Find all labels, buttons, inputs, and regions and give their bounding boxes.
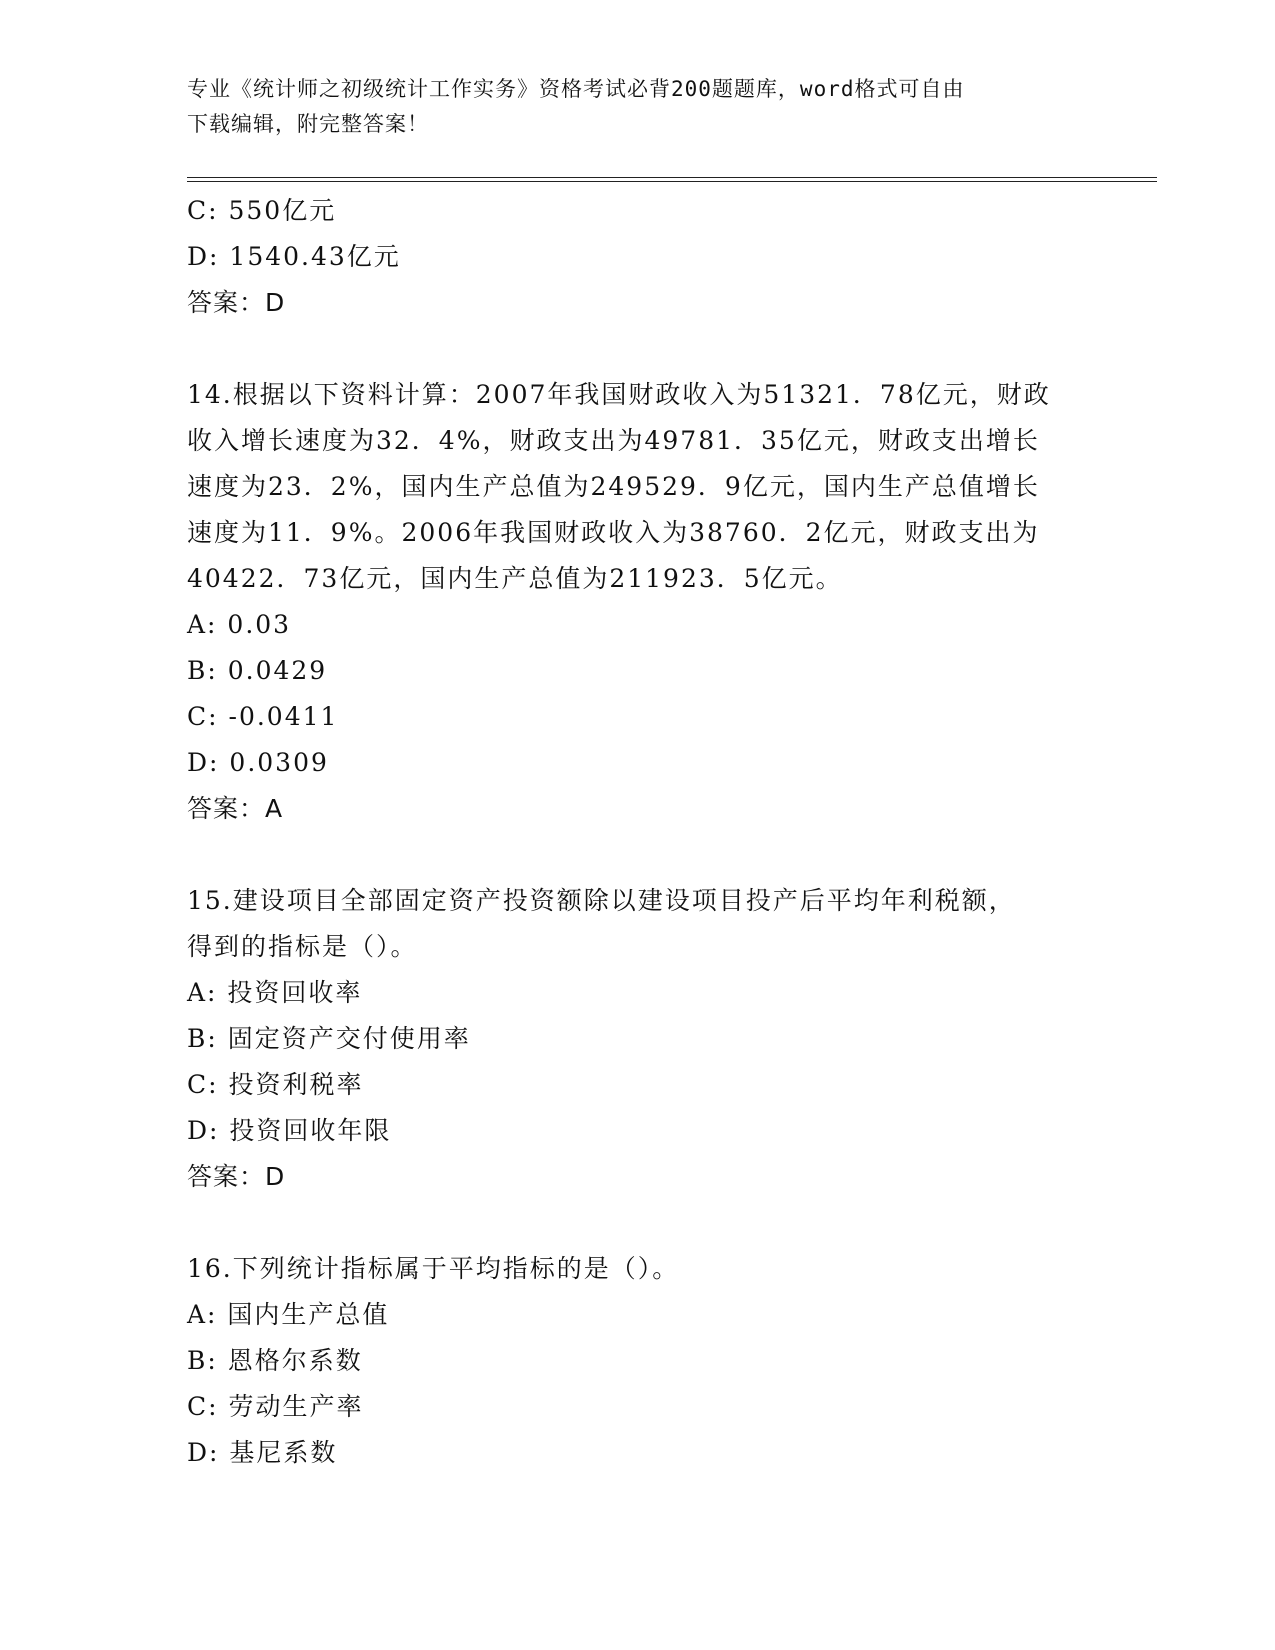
header-line-1: 专业《统计师之初级统计工作实务》资格考试必背200题题库，word格式可自由 bbox=[187, 77, 965, 101]
option-d: D: 基尼系数 bbox=[187, 1438, 338, 1467]
spacer bbox=[187, 832, 1087, 878]
question-stem-line: 得到的指标是（）。 bbox=[187, 932, 418, 961]
question-14 bbox=[187, 372, 1087, 832]
option-c: C: 劳动生产率 bbox=[187, 1392, 364, 1421]
answer-text: 答案：A bbox=[187, 794, 284, 823]
question-stem-line: 40422．73亿元，国内生产总值为211923．5亿元。 bbox=[187, 564, 843, 593]
question-13 bbox=[187, 188, 1087, 326]
question-15 bbox=[187, 878, 1087, 1200]
option-b: B: 0.0429 bbox=[187, 656, 328, 685]
option-b: B: 恩格尔系数 bbox=[187, 1346, 363, 1375]
option-d: D: 投资回收年限 bbox=[187, 1116, 392, 1145]
document-header bbox=[187, 72, 1087, 142]
option-c: C: 投资利税率 bbox=[187, 1070, 364, 1099]
question-stem-line: 收入增长速度为32．4%，财政支出为49781．35亿元，财政支出增长 bbox=[187, 426, 1040, 455]
spacer bbox=[187, 1200, 1087, 1246]
header-divider bbox=[187, 177, 1157, 182]
question-stem-line: 16.下列统计指标属于平均指标的是（）。 bbox=[187, 1254, 680, 1283]
option-a: A: 投资回收率 bbox=[187, 978, 363, 1007]
option-d: D: 1540.43亿元 bbox=[187, 242, 401, 271]
answer-text: 答案：D bbox=[187, 288, 286, 317]
question-stem-line: 15.建设项目全部固定资产投资额除以建设项目投产后平均年利税额， bbox=[187, 886, 1016, 915]
option-c: C: 550亿元 bbox=[187, 196, 337, 225]
answer-text: 答案：D bbox=[187, 1162, 286, 1191]
question-list bbox=[187, 188, 1087, 1476]
option-c: C: -0.0411 bbox=[187, 702, 339, 731]
spacer bbox=[187, 326, 1087, 372]
option-d: D: 0.0309 bbox=[187, 748, 329, 777]
option-a: A: 0.03 bbox=[187, 610, 292, 639]
question-stem-line: 速度为11．9%。2006年我国财政收入为38760．2亿元，财政支出为 bbox=[187, 518, 1040, 547]
question-stem-line: 14.根据以下资料计算：2007年我国财政收入为51321．78亿元，财政 bbox=[187, 380, 1051, 409]
question-stem-line: 速度为23．2%，国内生产总值为249529．9亿元，国内生产总值增长 bbox=[187, 472, 1040, 501]
header-line-2: 下载编辑，附完整答案！ bbox=[187, 112, 429, 136]
question-16 bbox=[187, 1246, 1087, 1476]
option-b: B: 固定资产交付使用率 bbox=[187, 1024, 471, 1053]
option-a: A: 国内生产总值 bbox=[187, 1300, 390, 1329]
